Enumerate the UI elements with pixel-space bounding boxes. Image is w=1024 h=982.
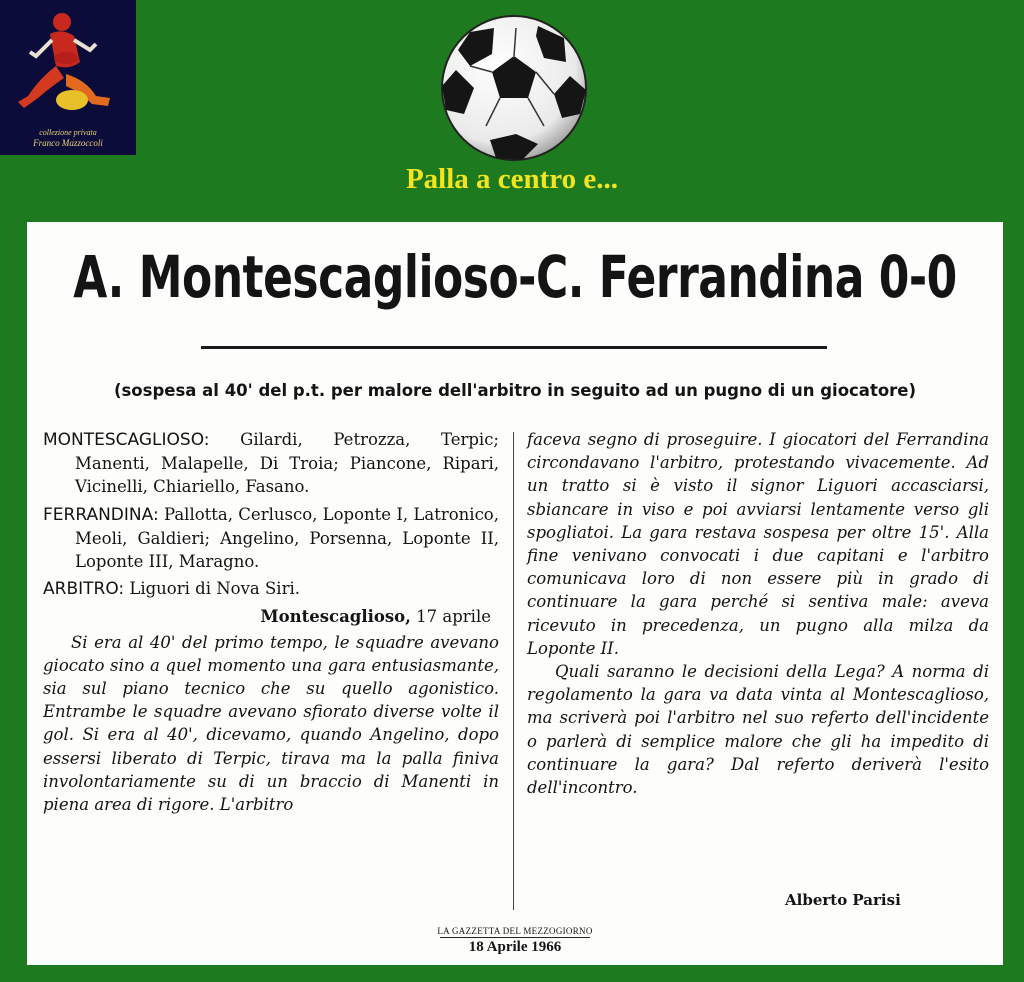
dateline-place: Montescaglioso, <box>260 607 411 627</box>
lineup-team: MONTESCAGLIOSO: <box>43 430 210 450</box>
column-divider <box>513 432 514 910</box>
newspaper-date: 18 Aprile 1966 <box>468 939 562 955</box>
right-column <box>527 428 989 799</box>
newspaper-name: LA GAZZETTA DEL MEZZOGIORNO <box>437 926 593 936</box>
article-paragraph-3: Quali saranno le decisioni della Lega? A norma di regolamento la gara va data vinta al Montescaglioso, ma scriverà poi l'arbitro nel suo referto dell'incidente o parlerà di semplice malore che gli ha impedito di continuare la gara? Dal referto deriverà l'esito dell'incontro. <box>527 662 989 798</box>
article-paragraph-1: Si era al 40' del primo tempo, le squadre avevano giocato sino a quel momento una gara entusiasmante, sia sul piano tecnico che su quello agonistico. Entrambe le squadre avevano sfiorato diverse volte il gol. Si era al 40', dicevamo, quando Angelino, dopo essersi liberato di Terpic, tirava ma la palla finiva involontariamente su di un braccio di Manenti in piena area di rigore. L'arbitro <box>43 632 499 815</box>
dateline-date: 17 aprile <box>410 607 491 627</box>
article-byline: Alberto Parisi <box>785 891 901 909</box>
source-credit <box>27 926 1003 956</box>
article-headline: A. Montescaglioso-C. Ferrandina 0-0 <box>73 244 957 312</box>
banner-title: Palla a centro e... <box>405 163 619 195</box>
logo-caption-line1: collezione privata <box>39 128 97 137</box>
dateline <box>43 605 499 628</box>
headline-rule <box>201 346 827 349</box>
lineup-players: Liguori di Nova Siri. <box>124 579 300 599</box>
logo-caption-line2: Franco Mazzoccoli <box>33 138 103 148</box>
lineup-team: ARBITRO: <box>43 579 125 600</box>
lineup-away <box>43 503 499 574</box>
lineup-referee <box>43 577 499 601</box>
source-underline <box>440 937 590 938</box>
lineup-home <box>43 428 499 499</box>
lineup-team: FERRANDINA: <box>43 504 159 525</box>
lineup-players: Pallotta, Cerlusco, Loponte I, Latronico, Meoli, Galdieri; Angelino, Porsenna, Loponte II, Loponte III, Maragno. <box>75 504 499 572</box>
lineup-players: Gilardi, Petrozza, Terpic; Manenti, Malapelle, Di Troia; Piancone, Ripari, Vicinelli, Chiariello, Fasano. <box>75 430 499 497</box>
collection-logo <box>0 0 136 155</box>
article-paragraph-2: faceva segno di proseguire. I giocatori del Ferrandina circondavano l'arbitro, protestando vivacemente. Ad un tratto si è visto il signor Liguori accasciarsi, sbiancare in viso e poi avviarsi lentamente verso gli spogliatoi. La gara restava sospesa per oltre 15'. Alla fine venivano convocati i due capitani e l'arbitro comunicava loro di non essere più in grado di continuare la gara perché si sentiva male: aveva ricevuto in precedenza, un pugno alla milza da Loponte II. <box>527 430 989 658</box>
soccer-ball-icon <box>440 14 588 162</box>
left-column <box>43 428 499 816</box>
article-subheadline: (sospesa al 40' del p.t. per malore dell'arbitro in seguito ad un pugno di un giocatore) <box>113 381 917 400</box>
newspaper-clipping <box>27 222 1003 965</box>
